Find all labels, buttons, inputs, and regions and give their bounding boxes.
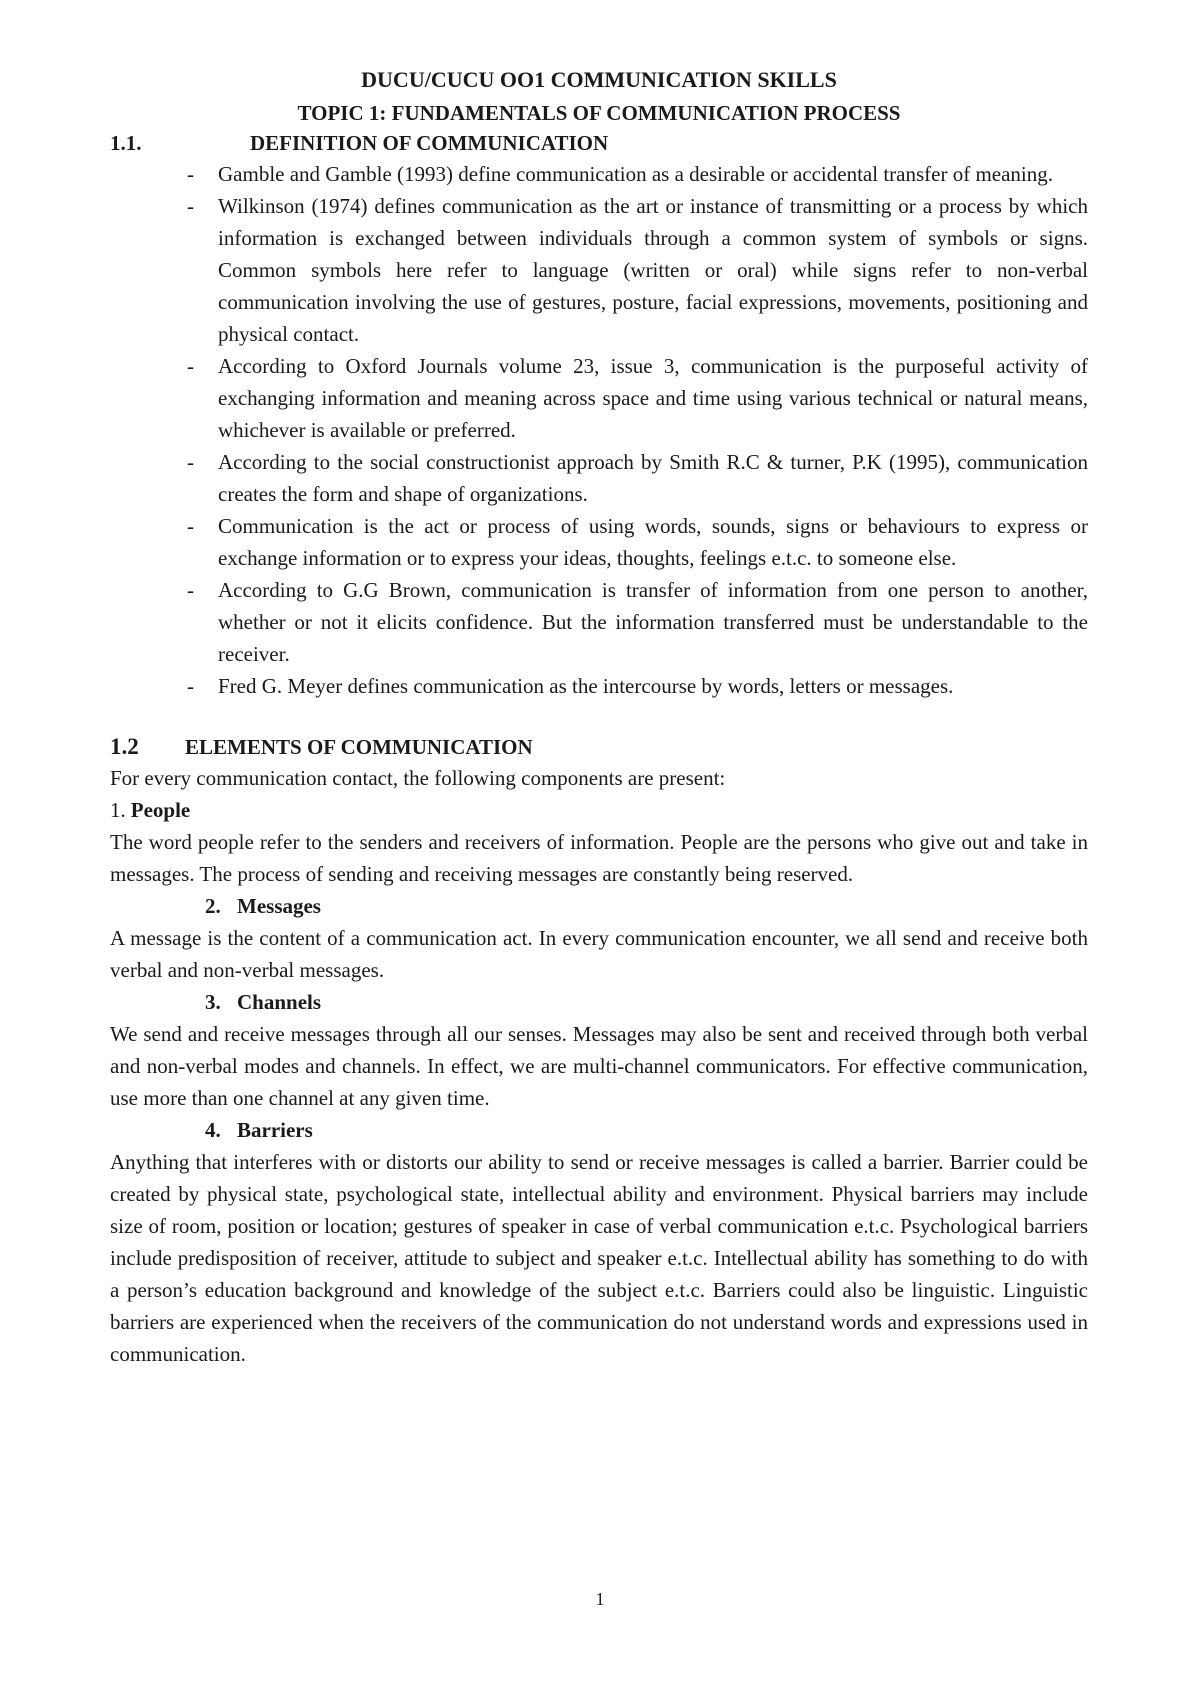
list-dash: - <box>187 450 194 474</box>
definition-list <box>110 158 1088 702</box>
definition-item <box>110 190 1088 350</box>
definition-item <box>110 446 1088 510</box>
spacer <box>110 702 1088 732</box>
definition-item <box>110 350 1088 446</box>
element-number: 2. <box>205 894 221 918</box>
element-number: 3. <box>205 990 221 1014</box>
element-text-channels: We send and receive messages through all our senses. Messages may also be sent and received through both verbal and non-verbal modes and channels. In effect, we are multi-channel communicators. For effective communication, use more than one channel at any given time. <box>110 1022 1088 1110</box>
element-heading-barriers <box>110 1114 1088 1146</box>
document-page <box>110 62 1088 1370</box>
section-title: DEFINITION OF COMMUNICATION <box>250 131 609 155</box>
definition-text: Wilkinson (1974) defines communication as the art or instance of transmitting or a process by which information is exchanged between individuals through a common system of symbols or signs. Common symbols here refer to language (written or oral) while signs refer to non-verbal communication involving the use of gestures, posture, facial expressions, movements, positioning and physical contact. <box>218 194 1088 346</box>
list-dash: - <box>187 578 194 602</box>
topic-heading: TOPIC 1: FUNDAMENTALS OF COMMUNICATION PROCESS <box>297 101 901 125</box>
definition-text: Fred G. Meyer defines communication as the intercourse by words, letters or messages. <box>218 674 954 698</box>
list-dash: - <box>187 674 194 698</box>
section-intro: For every communication contact, the following components are present: <box>110 766 726 790</box>
definition-item <box>110 158 1088 190</box>
section-number: 1.1. <box>110 131 142 155</box>
element-text-barriers: Anything that interferes with or distorts our ability to send or receive messages is called a barrier. Barrier could be created by physical state, psychological state, intellectual ability and environment. Physical barriers may include size of room, position or location; gestures of speaker in case of verbal communication e.t.c. Psychological barriers include predisposition of receiver, attitude to subject and speaker e.t.c. Intellectual ability has something to do with a person’s education background and knowledge of the subject e.t.c. Barriers could also be linguistic. Linguistic barriers are experienced when the receivers of the communication do not understand words and expressions used in communication. <box>110 1150 1088 1366</box>
list-dash: - <box>187 354 194 378</box>
definition-text: Gamble and Gamble (1993) define communication as a desirable or accidental transfer of meaning. <box>218 162 1054 186</box>
element-heading-messages <box>110 890 1088 922</box>
section-title: ELEMENTS OF COMMUNICATION <box>185 735 533 759</box>
definition-item <box>110 510 1088 574</box>
element-heading-people <box>110 794 1088 826</box>
element-title: Messages <box>237 894 321 918</box>
section-heading-definition <box>110 128 1088 158</box>
definition-text: According to the social constructionist approach by Smith R.C & turner, P.K (1995), communication creates the form and shape of organizations. <box>218 450 1088 506</box>
section-number: 1.2 <box>110 734 139 759</box>
element-title: People <box>130 798 191 822</box>
definition-text: According to Oxford Journals volume 23, issue 3, communication is the purposeful activity of exchanging information and meaning across space and time using various technical or natural means, whichever is available or preferred. <box>218 354 1088 442</box>
element-title: Channels <box>237 990 322 1014</box>
element-title: Barriers <box>237 1118 313 1142</box>
document-title: DUCU/CUCU OO1 COMMUNICATION SKILLS <box>361 67 837 92</box>
definition-text: Communication is the act or process of using words, sounds, signs or behaviours to express or exchange information or to express your ideas, thoughts, feelings e.t.c. to someone else. <box>218 514 1088 570</box>
element-number: 4. <box>205 1118 221 1142</box>
list-dash: - <box>187 514 194 538</box>
element-text-messages: A message is the content of a communication act. In every communication encounter, we all send and receive both verbal and non-verbal messages. <box>110 926 1088 982</box>
definition-item <box>110 670 1088 702</box>
element-heading-channels <box>110 986 1088 1018</box>
page-number: 1 <box>595 1589 605 1609</box>
definition-item <box>110 574 1088 670</box>
element-number: 1. <box>110 798 126 822</box>
list-dash: - <box>187 194 194 218</box>
definition-text: According to G.G Brown, communication is transfer of information from one person to another, whether or not it elicits confidence. But the information transferred must be understandable to the receiver. <box>218 578 1088 666</box>
section-heading-elements <box>110 732 1088 762</box>
list-dash: - <box>187 162 194 186</box>
element-text-people: The word people refer to the senders and receivers of information. People are the persons who give out and take in messages. The process of sending and receiving messages are constantly being reserved. <box>110 830 1088 886</box>
